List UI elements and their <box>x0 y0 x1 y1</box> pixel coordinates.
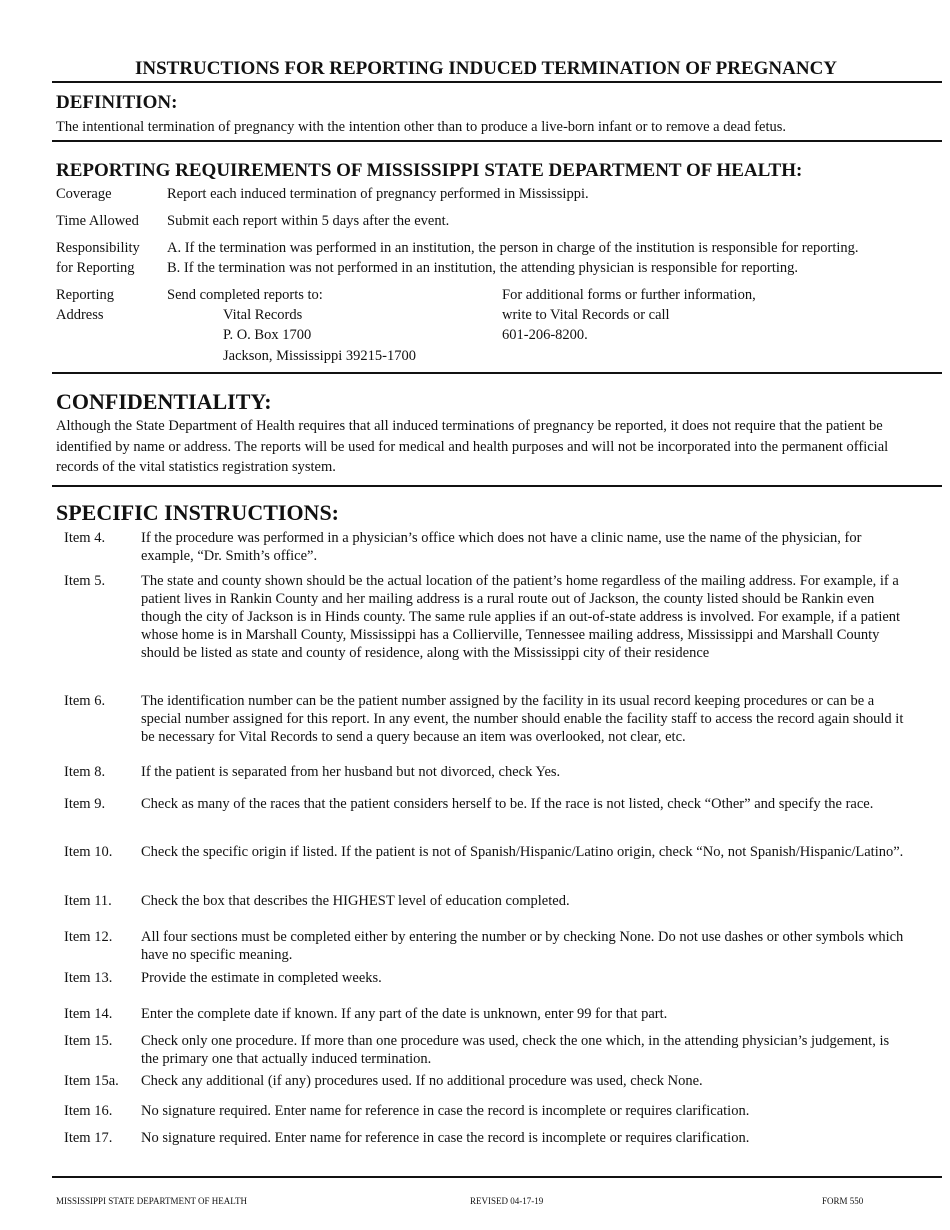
page-title: INSTRUCTIONS FOR REPORTING INDUCED TERMINATION OF PREGNANCY <box>134 58 838 79</box>
definition-text: The intentional termination of pregnancy with the intention other than to produce a live-born infant or to remove a dead fetus. <box>56 119 787 135</box>
info-line: For additional forms or further information, <box>502 287 756 303</box>
item-text: The identification number can be the patient number assigned by the facility in its usual record keeping procedures or can be a special number assigned for this report. In any event, the number should enable the facility staff to access the record again should it be necessary for Vital Records to send a query because an item was overlooked, not clear, etc. <box>141 693 904 745</box>
instruction-item <box>64 1129 909 1147</box>
reporting-address-label-2: Address <box>56 307 104 323</box>
address-line: Jackson, Mississippi 39215-1700 <box>223 348 416 364</box>
item-label: Item 4. <box>64 530 106 546</box>
item-text: Check only one procedure. If more than one procedure was used, check the one which, in the attending physician’s judgement, is the primary one that actually induced termination. <box>141 1033 890 1067</box>
confidentiality-text: Although the State Department of Health requires that all induced terminations of pregnancy be reported, it does not require that the patient be identified by name or address. The reports will be used for medical and health purposes and will not be incorporated into the permanent official records of the vital statistics registration system. <box>56 418 889 475</box>
reporting-heading: REPORTING REQUIREMENTS OF MISSISSIPPI STATE DEPARTMENT OF HEALTH: <box>56 160 803 181</box>
item-label: Item 15a. <box>64 1073 119 1089</box>
item-label: Item 12. <box>64 929 113 945</box>
item-label: Item 13. <box>64 970 113 986</box>
time-allowed-text: Submit each report within 5 days after the event. <box>167 213 450 229</box>
responsibility-label: Responsibility <box>56 240 140 256</box>
definition-heading: DEFINITION: <box>56 92 178 113</box>
instruction-item <box>64 928 909 964</box>
instruction-item <box>64 892 909 910</box>
item-label: Item 15. <box>64 1033 113 1049</box>
responsibility-text-b: B. If the termination was not performed in an institution, the attending physician is responsible for reporting. <box>167 260 799 276</box>
instruction-item <box>64 969 909 987</box>
divider <box>52 81 942 83</box>
item-label: Item 17. <box>64 1130 113 1146</box>
instruction-item <box>64 1072 909 1090</box>
item-text: Check the box that describes the HIGHEST level of education completed. <box>141 893 570 909</box>
item-label: Item 11. <box>64 893 112 909</box>
item-label: Item 5. <box>64 573 106 589</box>
item-label: Item 9. <box>64 796 106 812</box>
instruction-item <box>64 1102 909 1120</box>
item-text: Check the specific origin if listed. If the patient is not of Spanish/Hispanic/Latino origin, check “No, not Spanish/Hispanic/Latino”. <box>141 844 904 860</box>
instruction-item <box>64 1032 909 1068</box>
item-text: Provide the estimate in completed weeks. <box>141 970 382 986</box>
footer-form-number: FORM 550 <box>822 1196 864 1206</box>
divider <box>52 485 942 487</box>
time-allowed-label: Time Allowed <box>56 213 139 229</box>
item-label: Item 10. <box>64 844 113 860</box>
responsibility-text-a: A. If the termination was performed in an institution, the person in charge of the institution is responsible for reporting. <box>167 240 859 256</box>
footer-revision-date: REVISED 04-17-19 <box>470 1196 544 1206</box>
reporting-address-label: Reporting <box>56 287 114 303</box>
instruction-item <box>64 572 909 662</box>
send-to-text: Send completed reports to: <box>167 287 323 303</box>
coverage-text: Report each induced termination of pregnancy performed in Mississippi. <box>167 186 589 202</box>
item-label: Item 16. <box>64 1103 113 1119</box>
item-text: Enter the complete date if known. If any part of the date is unknown, enter 99 for that part. <box>141 1006 668 1022</box>
item-text: No signature required. Enter name for reference in case the record is incomplete or requires clarification. <box>141 1130 750 1146</box>
item-text: All four sections must be completed either by entering the number or by checking None. Do not use dashes or other symbols which have no specific meaning. <box>141 929 904 963</box>
item-label: Item 14. <box>64 1006 113 1022</box>
instruction-item <box>64 763 909 781</box>
item-text: If the procedure was performed in a physician’s office which does not have a clinic name, use the name of the physician, for example, “Dr. Smith’s office”. <box>141 530 862 564</box>
footer-divider <box>52 1176 942 1178</box>
divider <box>52 140 942 142</box>
responsibility-label-2: for Reporting <box>56 260 135 276</box>
item-text: The state and county shown should be the actual location of the patient’s home regardless of the mailing address. For example, if a patient lives in Rankin County and her mailing address is a rural route out of Jackson, the county listed should be Rankin even though the city of Jackson is in Hinds county. The same rule applies if an out-of-state address is involved. For example, if a patient whose home is in Marshall County, Mississippi has a Collierville, Tennessee mailing address, Mississippi and Marshall County should be listed as state and county of residence, along with the Mississippi city of their residence <box>141 573 901 661</box>
address-line: P. O. Box 1700 <box>223 327 312 343</box>
address-line: Vital Records <box>223 307 303 323</box>
coverage-label: Coverage <box>56 186 112 202</box>
instruction-item <box>64 529 909 565</box>
item-label: Item 6. <box>64 693 106 709</box>
instruction-item <box>64 843 909 861</box>
item-text: Check any additional (if any) procedures used. If no additional procedure was used, check None. <box>141 1073 703 1089</box>
info-line: write to Vital Records or call <box>502 307 670 323</box>
item-text: Check as many of the races that the patient considers herself to be. If the race is not listed, check “Other” and specify the race. <box>141 796 874 812</box>
phone-number: 601-206-8200. <box>502 327 588 343</box>
footer-department: MISSISSIPPI STATE DEPARTMENT OF HEALTH <box>56 1196 247 1206</box>
specific-instructions-heading: SPECIFIC INSTRUCTIONS: <box>56 500 340 525</box>
divider <box>52 372 942 374</box>
instruction-item <box>64 692 909 746</box>
item-text: No signature required. Enter name for reference in case the record is incomplete or requires clarification. <box>141 1103 750 1119</box>
confidentiality-heading: CONFIDENTIALITY: <box>56 389 272 414</box>
instruction-item <box>64 795 909 813</box>
instruction-item <box>64 1005 909 1023</box>
item-label: Item 8. <box>64 764 106 780</box>
item-text: If the patient is separated from her husband but not divorced, check Yes. <box>141 764 561 780</box>
